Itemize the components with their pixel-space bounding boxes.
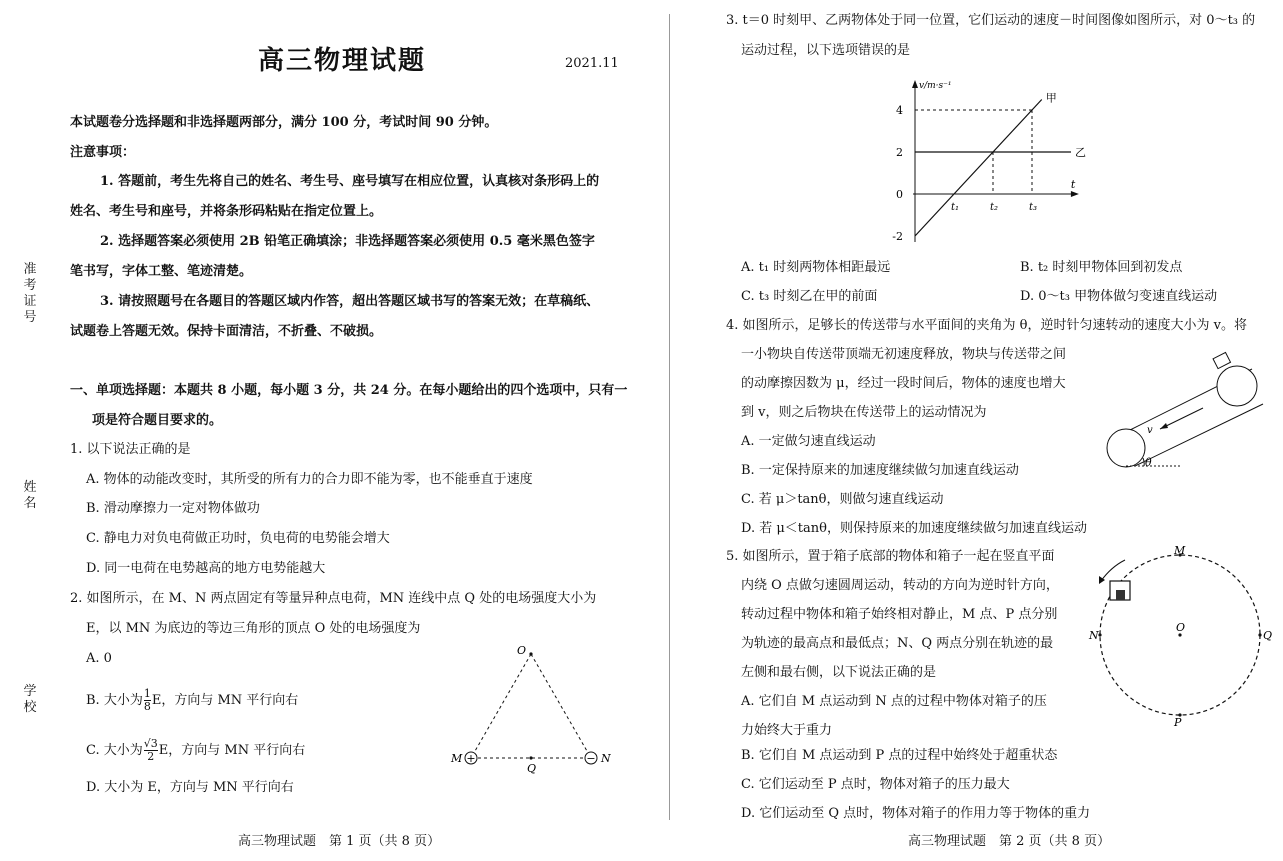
x-tick-label: t₁ xyxy=(951,202,960,213)
q2-option-c xyxy=(86,738,305,763)
series-label: 甲 xyxy=(1045,91,1057,105)
label-o: O xyxy=(1176,621,1186,634)
label-n: N xyxy=(601,752,611,765)
q4-option-d: D. 若 μ＜tanθ，则保持原来的加速度继续做匀加速直线运动 xyxy=(741,521,1087,536)
y-axis-label: v/m·s⁻¹ xyxy=(919,81,952,91)
q2-option-b-pre: B. 大小为 xyxy=(86,693,143,708)
q5-stem-line-1: 5. 如图所示，置于箱子底部的物体和箱子一起在竖直平面 xyxy=(726,549,1055,564)
school-label: 学校 xyxy=(23,684,37,715)
q1-option-d: D. 同一电荷在电势越高的地方电势能越大 xyxy=(86,561,326,576)
y-tick-label: 0 xyxy=(896,188,903,201)
q5-option-c: C. 它们运动至 P 点时，物体对箱子的压力最大 xyxy=(741,777,1010,792)
q4-stem-line-1: 4. 如图所示，足够长的传送带与水平面间的夹角为 θ，逆时针匀速转动的速度大小为 v。将 xyxy=(726,318,1247,333)
q2-option-b-numerator: 1 xyxy=(143,687,151,700)
section-1-heading: 一、单项选择题：本题共 8 小题，每小题 3 分，共 24 分。在每小题给出的四个选项中，只有一 xyxy=(70,383,628,398)
q2-stem-line-2: E，以 MN 为底边的等边三角形的顶点 O 处的电场强度为 xyxy=(86,621,421,636)
q1-option-b: B. 滑动摩擦力一定对物体做功 xyxy=(86,501,260,516)
admission-number-label: 准考证号 xyxy=(23,262,37,325)
q2-triangle-figure xyxy=(445,640,615,775)
q4-option-c: C. 若 μ＞tanθ，则做匀速直线运动 xyxy=(741,492,944,507)
note-1-line-1: 1. 答题前，考生先将自己的姓名、考生号、座号填写在相应位置，认真核对条形码上的 xyxy=(100,174,600,189)
note-3-line-2: 试题卷上答题无效。保持卡面清洁，不折叠、不破损。 xyxy=(70,324,383,339)
velocity-arrowhead xyxy=(1160,423,1168,429)
block xyxy=(1213,352,1230,368)
page-title: 高三物理试题 xyxy=(258,46,427,76)
label-q: Q xyxy=(527,762,537,775)
q3-velocity-time-chart xyxy=(885,68,1125,248)
q5-option-a-line-2: 力始终大于重力 xyxy=(741,723,833,738)
x-tick-label: t₃ xyxy=(1029,202,1038,213)
student-name-label: 姓名 xyxy=(23,480,37,511)
x-axis-arrowhead xyxy=(1071,191,1079,197)
label-o: O xyxy=(517,644,527,657)
q5-stem-line-2: 内绕 O 点做匀速圆周运动，转动的方向为逆时针方向， xyxy=(741,578,1059,593)
right-page-footer: 高三物理试题 第 2 页（共 8 页） xyxy=(908,834,1111,849)
point-q-dot xyxy=(529,756,532,759)
exam-date: 2021.11 xyxy=(565,56,619,71)
y-tick-label: -2 xyxy=(892,230,903,243)
q1-option-c: C. 静电力对负电荷做正功时，负电荷的电势能会增大 xyxy=(86,531,390,546)
x-tick-label: t₂ xyxy=(990,202,999,213)
point-o-dot xyxy=(529,652,532,655)
note-3-line-1: 3. 请按照题号在各题目的答题区域内作答，超出答题区域书写的答案无效；在草稿纸、 xyxy=(100,294,600,309)
q5-stem-line-3: 转动过程中物体和箱子始终相对静止，M 点、P 点分别 xyxy=(741,607,1058,622)
q4-stem-line-3: 的动摩擦因数为 μ，经过一段时间后，物体的速度也增大 xyxy=(741,376,1066,391)
y-tick-label: 2 xyxy=(896,146,903,159)
q3-option-b: B. t₂ 时刻甲物体回到初发点 xyxy=(1020,260,1183,275)
q4-stem-line-2: 一小物块自传送带顶端无初速度释放，物块与传送带之间 xyxy=(741,347,1067,362)
q2-option-c-post: E，方向与 MN 平行向右 xyxy=(158,743,306,758)
q2-option-b xyxy=(86,688,298,713)
q2-option-c-denominator: 2 xyxy=(147,750,155,763)
q3-stem-line-2: 运动过程，以下选项错误的是 xyxy=(741,43,911,58)
q4-stem-line-4: 到 v，则之后物块在传送带上的运动情况为 xyxy=(741,405,987,420)
plus-sign: + xyxy=(466,752,476,765)
q3-option-d: D. 0～t₃ 甲物体做匀变速直线运动 xyxy=(1020,289,1218,304)
label-m: M xyxy=(1174,544,1186,557)
q2-option-d: D. 大小为 E，方向与 MN 平行向右 xyxy=(86,780,294,795)
q5-stem-line-4: 为轨迹的最高点和最低点；N、Q 两点分别在轨迹的最 xyxy=(741,636,1054,651)
q2-stem-line-1: 2. 如图所示，在 M、N 两点固定有等量异种点电荷，MN 连线中点 Q 处的电场强度大小为 xyxy=(70,591,597,606)
q5-option-b: B. 它们自 M 点运动到 P 点的过程中始终处于超重状态 xyxy=(741,748,1058,763)
left-page-footer: 高三物理试题 第 1 页（共 8 页） xyxy=(238,834,441,849)
intro-text: 本试题卷分选择题和非选择题两部分，满分 100 分，考试时间 90 分钟。 xyxy=(70,115,498,130)
series-label: 乙 xyxy=(1075,146,1086,159)
label-v: v xyxy=(1147,425,1153,436)
page-divider xyxy=(669,14,670,820)
q2-option-c-numerator: √3 xyxy=(143,737,158,750)
q2-option-c-pre: C. 大小为 xyxy=(86,743,143,758)
notes-heading: 注意事项： xyxy=(70,145,136,160)
q2-option-b-post: E，方向与 MN 平行向右 xyxy=(151,693,299,708)
q1-stem: 1. 以下说法正确的是 xyxy=(70,442,191,457)
x-axis-label: t xyxy=(1070,178,1076,191)
q5-option-d: D. 它们运动至 Q 点时，物体对箱子的作用力等于物体的重力 xyxy=(741,806,1091,821)
triangle-right-side xyxy=(531,654,591,758)
upper-roller xyxy=(1217,366,1257,406)
note-2-line-1: 2. 选择题答案必须使用 2B 铅笔正确填涂；非选择题答案必须使用 0.5 毫米黑色签字 xyxy=(100,234,595,249)
belt-bottom-edge xyxy=(1135,404,1263,466)
q2-option-a: A. 0 xyxy=(86,651,112,666)
section-1-heading-cont: 项是符合题目要求的。 xyxy=(92,413,223,428)
point-q-dot xyxy=(1258,633,1261,636)
rotation-direction-arc xyxy=(1101,560,1125,581)
y-axis-arrowhead xyxy=(912,80,918,88)
q5-circle-figure xyxy=(1085,545,1275,730)
q2-option-c-fraction xyxy=(144,738,158,763)
triangle-left-side xyxy=(471,654,531,758)
object-in-box xyxy=(1116,590,1125,600)
q4-option-b: B. 一定保持原来的加速度继续做匀加速直线运动 xyxy=(741,463,1019,478)
series-line-jia xyxy=(915,100,1042,237)
label-p: P xyxy=(1174,716,1182,729)
q5-option-a-line-1: A. 它们自 M 点运动到 N 点的过程中物体对箱子的压 xyxy=(741,694,1047,709)
q5-stem-line-5: 左侧和最右侧，以下说法正确的是 xyxy=(741,665,937,680)
label-n: N xyxy=(1089,629,1099,642)
q3-stem-line-1: 3. t＝0 时刻甲、乙两物体处于同一位置，它们运动的速度－时间图像如图所示，对 0～t₃ 的 xyxy=(726,13,1256,28)
q2-option-b-denominator: 8 xyxy=(143,700,151,713)
q1-option-a: A. 物体的动能改变时，其所受的所有力的合力即不能为零，也不能垂直于速度 xyxy=(86,472,533,487)
label-q: Q xyxy=(1263,629,1273,642)
q4-conveyor-figure xyxy=(1100,352,1270,477)
point-n-dot xyxy=(1098,633,1101,636)
q3-option-c: C. t₃ 时刻乙在甲的前面 xyxy=(741,289,878,304)
label-m: M xyxy=(451,752,463,765)
q3-option-a: A. t₁ 时刻两物体相距最远 xyxy=(741,260,891,275)
q4-option-a: A. 一定做匀速直线运动 xyxy=(741,434,876,449)
lower-roller xyxy=(1107,429,1145,467)
note-2-line-2: 笔书写，字体工整、笔迹清楚。 xyxy=(70,264,253,279)
minus-sign: − xyxy=(586,752,596,765)
q2-option-b-fraction xyxy=(144,688,151,713)
y-tick-label: 4 xyxy=(896,104,903,117)
label-theta: θ xyxy=(1145,456,1152,469)
note-1-line-2: 姓名、考生号和座号，并将条形码粘贴在指定位置上。 xyxy=(70,204,383,219)
